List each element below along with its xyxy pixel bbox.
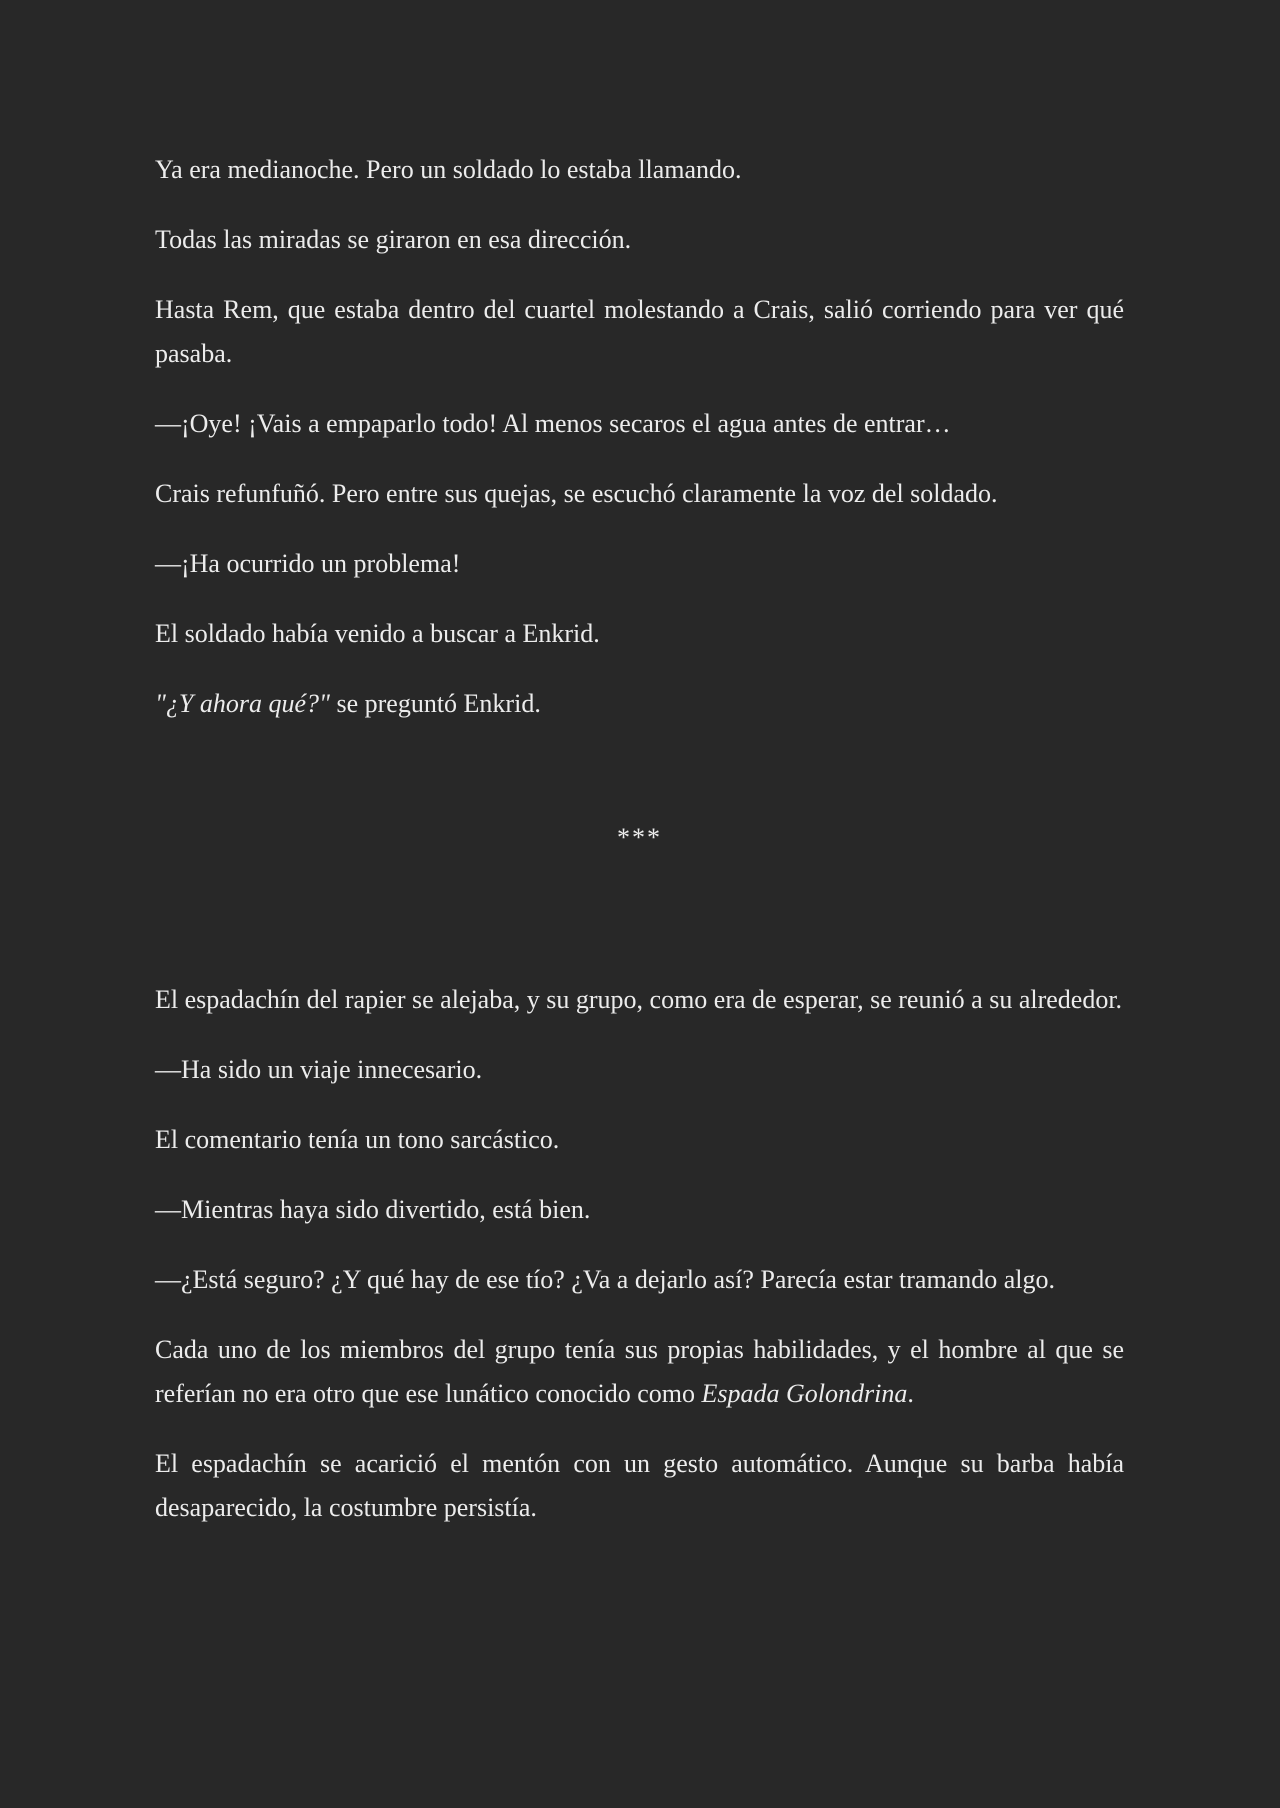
thought-paragraph [155, 682, 1124, 726]
epithet: Espada Golondrina [701, 1379, 908, 1408]
inner-thought: "¿Y ahora qué?" [155, 689, 330, 718]
paragraph: El espadachín del rapier se alejaba, y su grupo, como era de esperar, se reunió a su alrededor. [155, 985, 1123, 1014]
paragraph: Crais refunfuñó. Pero entre sus quejas, se escuchó claramente la voz del soldado. [155, 479, 998, 508]
scene-separator: *** [617, 823, 662, 852]
dialogue-paragraph: —¡Oye! ¡Vais a empaparlo todo! Al menos secaros el agua antes de entrar… [155, 409, 951, 438]
paragraph: Ya era medianoche. Pero un soldado lo estaba llamando. [155, 155, 742, 184]
paragraph-text: Cada uno de los miembros del grupo tenía sus propias habilidades, y el hombre al que se referían no era otro que ese lunático conocido como [155, 1335, 1124, 1408]
thought-attribution: se preguntó Enkrid. [329, 689, 541, 718]
paragraph: Todas las miradas se giraron en esa dirección. [155, 225, 632, 254]
paragraph-punctuation: . [907, 1379, 914, 1408]
paragraph: El soldado había venido a buscar a Enkrid. [155, 619, 600, 648]
paragraph [155, 1328, 1124, 1416]
dialogue-paragraph: —Mientras haya sido divertido, está bien. [155, 1195, 591, 1224]
dialogue-paragraph: —¡Ha ocurrido un problema! [155, 549, 461, 578]
paragraph: Hasta Rem, que estaba dentro del cuartel molestando a Crais, salió corriendo para ver qué pasaba. [155, 295, 1124, 368]
paragraph: El comentario tenía un tono sarcástico. [155, 1125, 560, 1154]
dialogue-paragraph: —¿Está seguro? ¿Y qué hay de ese tío? ¿Va a dejarlo así? Parecía estar tramando algo. [155, 1265, 1055, 1294]
dialogue-paragraph: —Ha sido un viaje innecesario. [155, 1055, 483, 1084]
paragraph: El espadachín se acarició el mentón con un gesto automático. Aunque su barba había desaparecido, la costumbre persistía. [155, 1449, 1124, 1522]
reader-page [155, 148, 1124, 1556]
